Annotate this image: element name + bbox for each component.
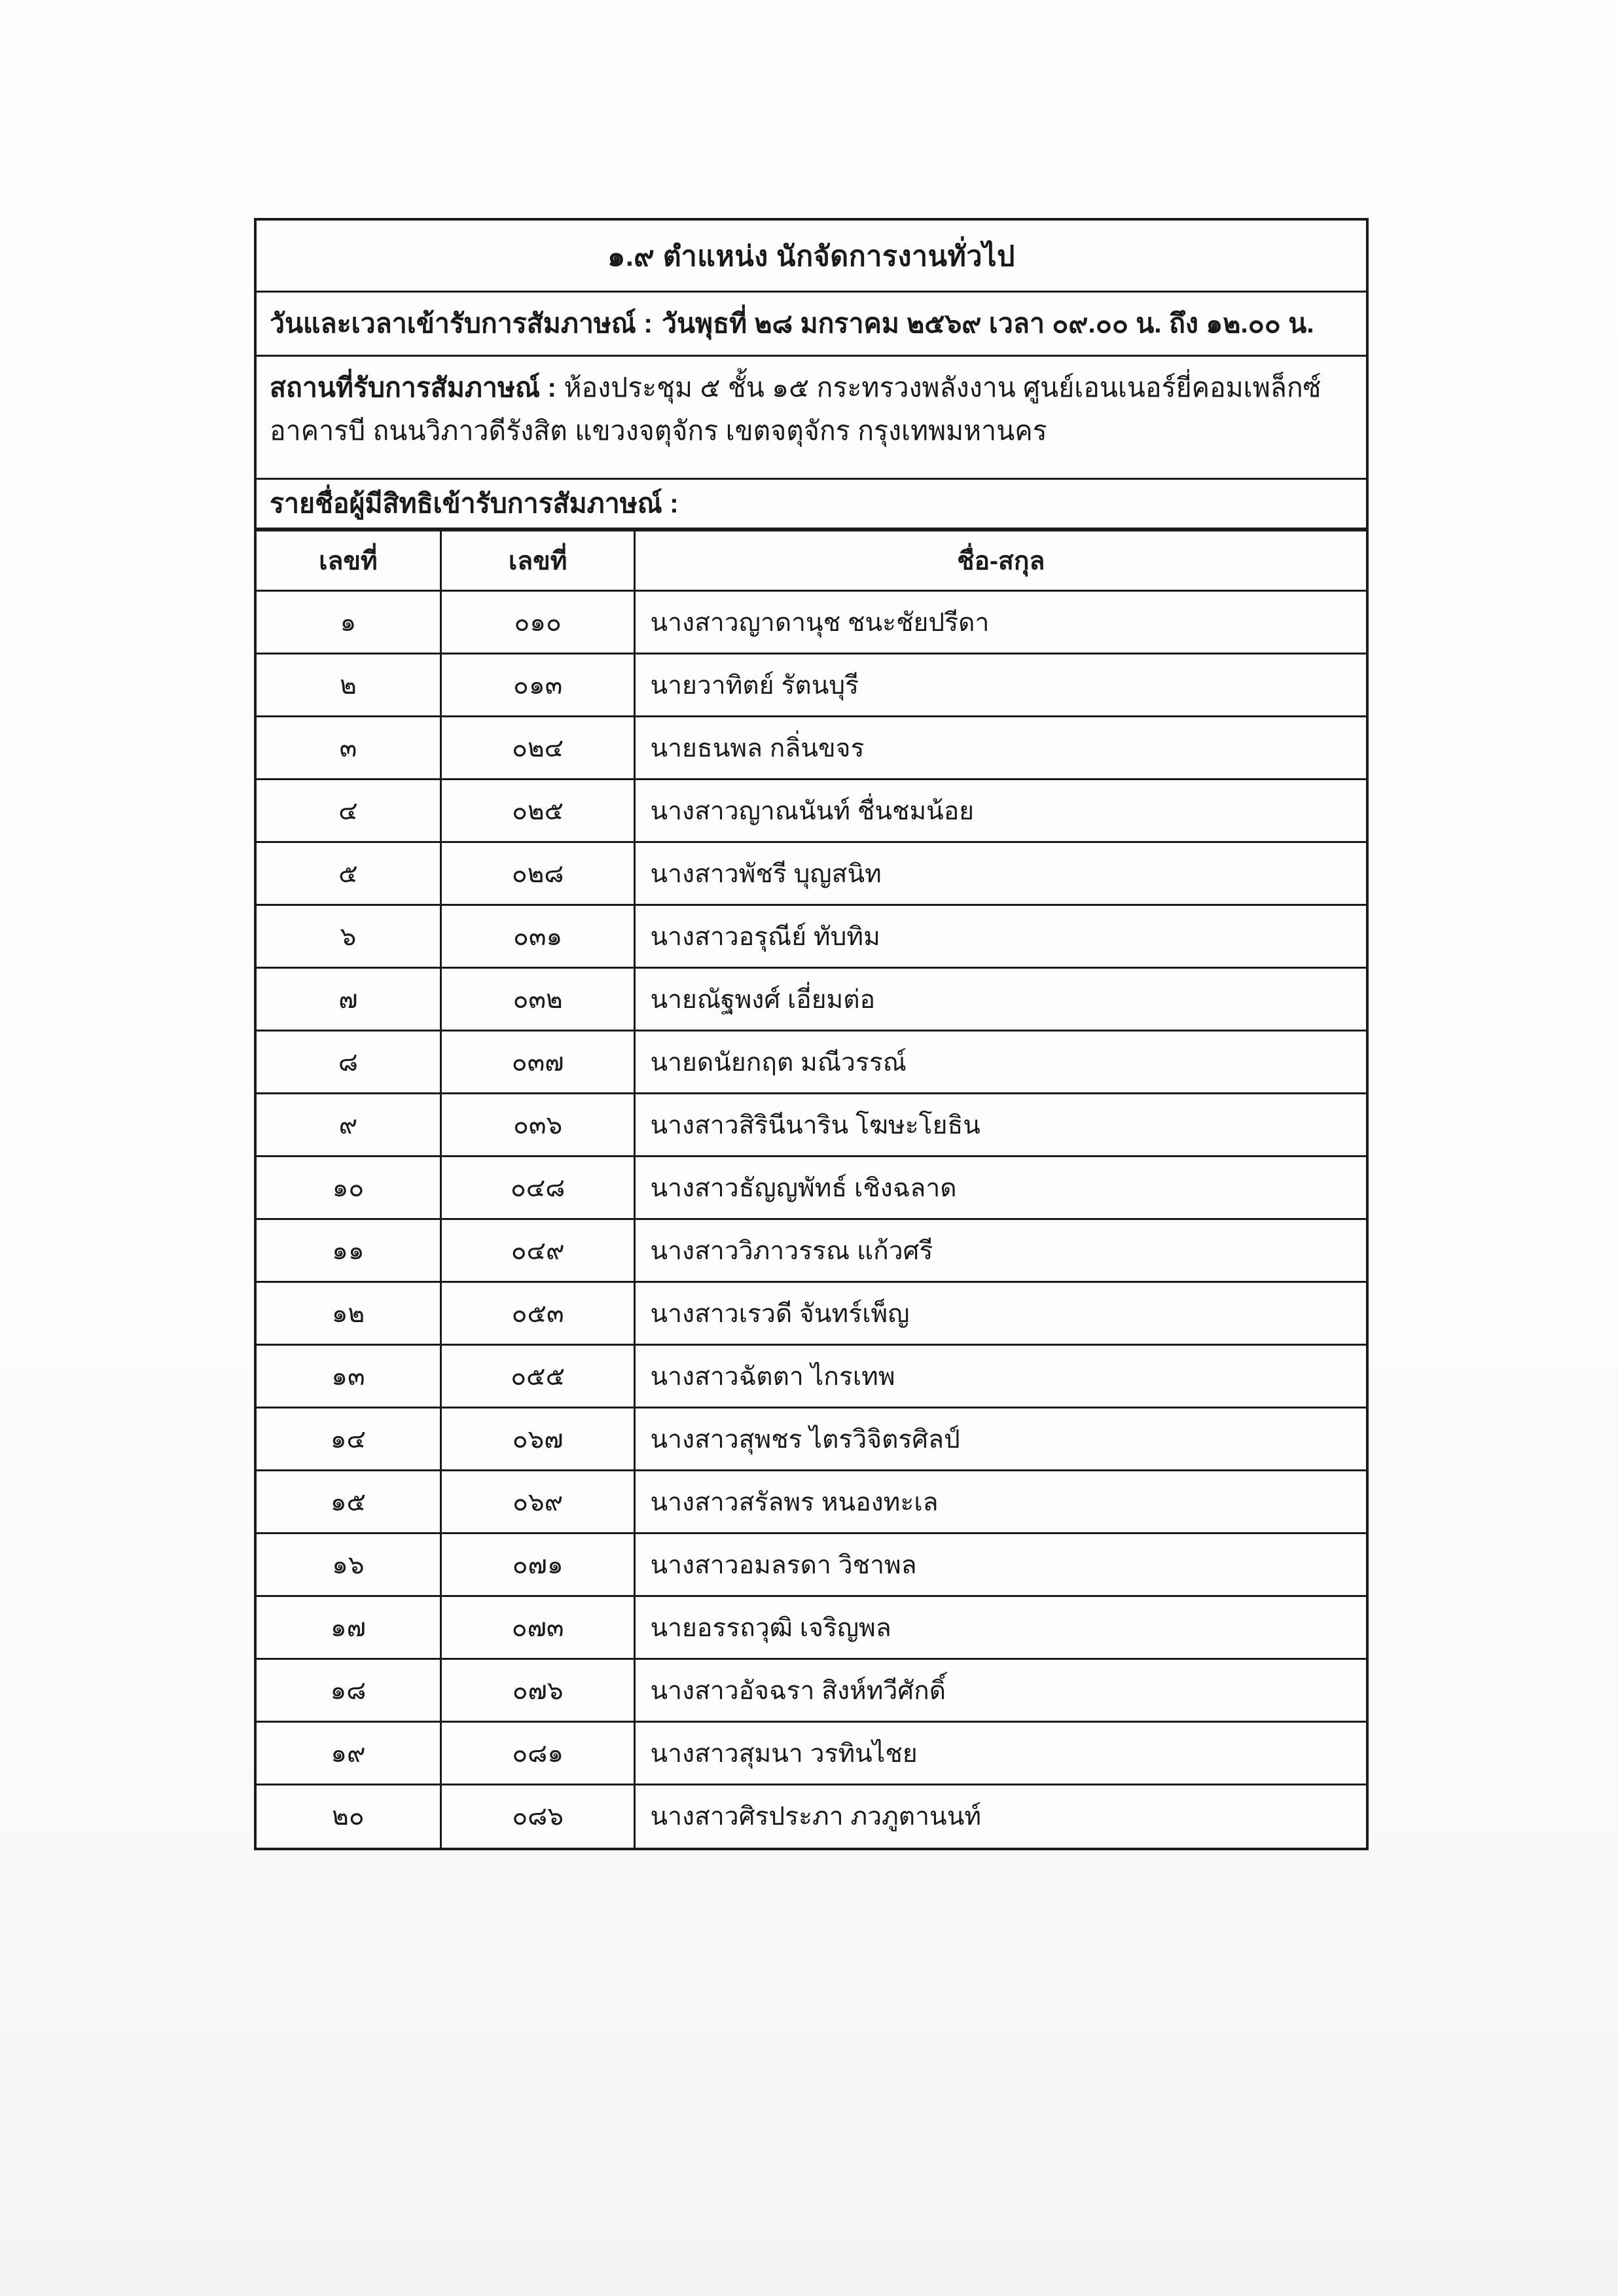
table-row — [257, 905, 1366, 968]
table-row — [257, 1596, 1366, 1659]
row-seq-number: ๑๖ — [257, 1534, 440, 1596]
table-row — [257, 1722, 1366, 1785]
table-row — [257, 1785, 1366, 1848]
row-name-surname: นายวาทิตย์ รัตนบุรี — [635, 654, 1366, 717]
row-applicant-number: ๐๗๓ — [440, 1596, 635, 1659]
venue-label: สถานที่รับการสัมภาษณ์ : — [270, 372, 557, 403]
table-row — [257, 1031, 1366, 1094]
table-row — [257, 968, 1366, 1031]
row-name-surname: นางสาววิภาวรรณ แก้วศรี — [635, 1219, 1366, 1282]
row-seq-number: ๑๘ — [257, 1659, 440, 1722]
row-seq-number: ๘ — [257, 1031, 440, 1094]
schedule-label: วันและเวลาเข้ารับการสัมภาษณ์ : — [270, 308, 653, 338]
row-seq-number: ๒ — [257, 654, 440, 717]
row-applicant-number: ๐๒๔ — [440, 717, 635, 780]
table-row — [257, 1157, 1366, 1219]
venue-value: ห้องประชุม ๕ ชั้น ๑๕ กระทรวงพลังงาน ศูนย์เอนเนอร์ยี่คอมเพล็กซ์ อาคารบี ถนนวิภาวดีรังสิต แขวงจตุจักร เขตจตุจักร กรุงเทพมหานคร — [270, 372, 1321, 446]
row-seq-number: ๑๓ — [257, 1345, 440, 1408]
position-title-text: ๑.๙ ตำแหน่ง นักจัดการงานทั่วไป — [607, 240, 1015, 272]
row-seq-number: ๑๕ — [257, 1471, 440, 1534]
schedule-row — [257, 293, 1366, 357]
table-row — [257, 780, 1366, 842]
table-row — [257, 1471, 1366, 1534]
schedule-value: วันพุธที่ ๒๘ มกราคม ๒๕๖๙ เวลา ๐๙.๐๐ น. ถึง ๑๒.๐๐ น. — [662, 308, 1314, 338]
row-seq-number: ๙ — [257, 1094, 440, 1157]
row-applicant-number: ๐๓๑ — [440, 905, 635, 968]
row-name-surname: นายธนพล กลิ่นขจร — [635, 717, 1366, 780]
row-name-surname: นางสาวพัชรี บุญสนิท — [635, 842, 1366, 905]
row-seq-number: ๑๙ — [257, 1722, 440, 1785]
row-applicant-number: ๐๔๙ — [440, 1219, 635, 1282]
row-seq-number: ๕ — [257, 842, 440, 905]
row-applicant-number: ๐๑๐ — [440, 591, 635, 654]
row-applicant-number: ๐๕๕ — [440, 1345, 635, 1408]
table-row — [257, 1282, 1366, 1345]
row-name-surname: นางสาวสุมนา วรทินไชย — [635, 1722, 1366, 1785]
table-row — [257, 1659, 1366, 1722]
row-seq-number: ๗ — [257, 968, 440, 1031]
row-name-surname: นางสาวอรุณีย์ ทับทิม — [635, 905, 1366, 968]
row-name-surname: นางสาวธัญญพัทธ์ เชิงฉลาด — [635, 1157, 1366, 1219]
row-applicant-number: ๐๖๙ — [440, 1471, 635, 1534]
row-seq-number: ๑ — [257, 591, 440, 654]
row-seq-number: ๑๗ — [257, 1596, 440, 1659]
row-applicant-number: ๐๒๕ — [440, 780, 635, 842]
row-name-surname: นายณัฐพงศ์ เอี่ยมต่อ — [635, 968, 1366, 1031]
table-header-row — [257, 531, 1366, 591]
row-applicant-number: ๐๔๘ — [440, 1157, 635, 1219]
position-title — [257, 221, 1366, 293]
row-name-surname: นางสาวญาณนันท์ ชื่นชมน้อย — [635, 780, 1366, 842]
table-row — [257, 591, 1366, 654]
row-seq-number: ๖ — [257, 905, 440, 968]
table-row — [257, 1219, 1366, 1282]
row-name-surname: นางสาวอมลรดา วิชาพล — [635, 1534, 1366, 1596]
row-applicant-number: ๐๑๓ — [440, 654, 635, 717]
table-row — [257, 1408, 1366, 1471]
table-body — [257, 591, 1366, 1848]
row-seq-number: ๑๐ — [257, 1157, 440, 1219]
row-applicant-number: ๐๖๗ — [440, 1408, 635, 1471]
header-applicant-number: เลขที่ — [440, 531, 635, 591]
table-row — [257, 1534, 1366, 1596]
row-name-surname: นางสาวสิรินีนาริน โฆษะโยธิน — [635, 1094, 1366, 1157]
table-row — [257, 654, 1366, 717]
row-seq-number: ๑๑ — [257, 1219, 440, 1282]
row-applicant-number: ๐๘๑ — [440, 1722, 635, 1785]
row-applicant-number: ๐๗๖ — [440, 1659, 635, 1722]
row-applicant-number: ๐๘๖ — [440, 1785, 635, 1848]
row-seq-number: ๓ — [257, 717, 440, 780]
list-heading-text: รายชื่อผู้มีสิทธิเข้ารับการสัมภาษณ์ : — [270, 488, 679, 518]
row-seq-number: ๑๔ — [257, 1408, 440, 1471]
row-seq-number: ๒๐ — [257, 1785, 440, 1848]
row-name-surname: นางสาวเรวดี จันทร์เพ็ญ — [635, 1282, 1366, 1345]
table-row — [257, 1345, 1366, 1408]
table-row — [257, 842, 1366, 905]
row-applicant-number: ๐๓๒ — [440, 968, 635, 1031]
row-name-surname: นางสาวฉัตตา ไกรเทพ — [635, 1345, 1366, 1408]
row-applicant-number: ๐๗๑ — [440, 1534, 635, 1596]
row-applicant-number: ๐๓๖ — [440, 1094, 635, 1157]
row-applicant-number: ๐๒๘ — [440, 842, 635, 905]
row-name-surname: นางสาวสุพชร ไตรวิจิตรศิลป์ — [635, 1408, 1366, 1471]
header-name-surname: ชื่อ-สกุล — [635, 531, 1366, 591]
row-name-surname: นางสาวศิรประภา ภวภูตานนท์ — [635, 1785, 1366, 1848]
row-seq-number: ๔ — [257, 780, 440, 842]
interview-roster-table — [257, 529, 1366, 1848]
row-name-surname: นางสาวญาดานุช ชนะชัยปรีดา — [635, 591, 1366, 654]
table-row — [257, 1094, 1366, 1157]
list-heading — [257, 480, 1366, 529]
row-name-surname: นางสาวอัจฉรา สิงห์ทวีศักดิ์ — [635, 1659, 1366, 1722]
row-name-surname: นางสาวสรัลพร หนองทะเล — [635, 1471, 1366, 1534]
row-name-surname: นายอรรถวุฒิ เจริญพล — [635, 1596, 1366, 1659]
header-seq-number: เลขที่ — [257, 531, 440, 591]
row-applicant-number: ๐๕๓ — [440, 1282, 635, 1345]
row-name-surname: นายดนัยกฤต มณีวรรณ์ — [635, 1031, 1366, 1094]
venue-row — [257, 357, 1366, 480]
row-applicant-number: ๐๓๗ — [440, 1031, 635, 1094]
document-sheet — [254, 218, 1369, 1850]
row-seq-number: ๑๒ — [257, 1282, 440, 1345]
table-row — [257, 717, 1366, 780]
